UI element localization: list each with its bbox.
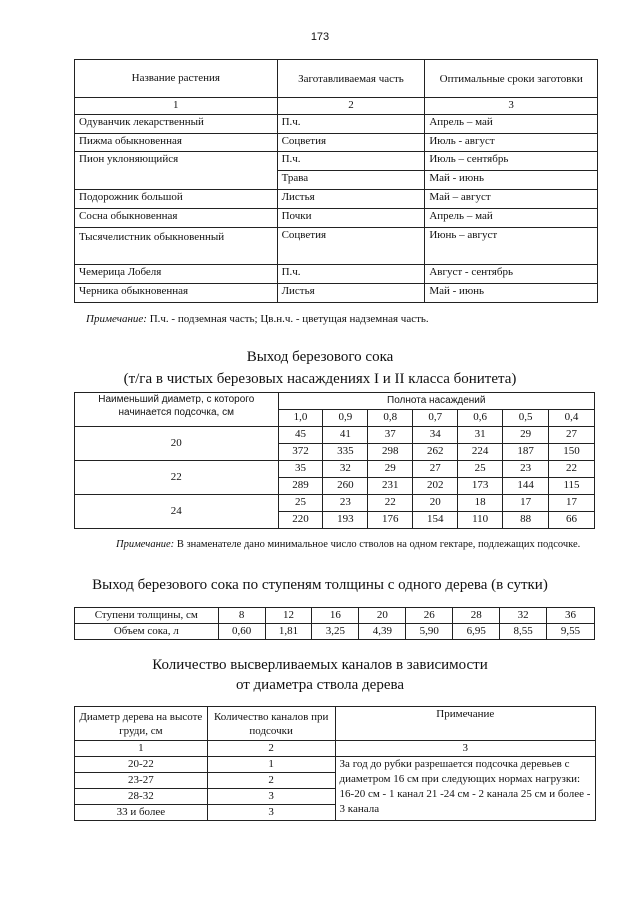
channel-count: 3 (207, 789, 335, 805)
sap-yield: 18 (458, 495, 503, 512)
plant-name: Сосна обыкновенная (75, 209, 278, 228)
tree-count: 154 (413, 512, 458, 529)
plant-name: Одуванчик лекарственный (75, 115, 278, 134)
table-row (75, 461, 595, 478)
plant-part: П.ч. (277, 265, 425, 284)
tree-diameter: 33 и более (75, 805, 208, 821)
tree-diameter: 20-22 (75, 757, 208, 773)
note-text: П.ч. - подземная часть; Цв.н.ч. - цветущая надземная часть. (146, 313, 429, 325)
density-value: 0,5 (503, 410, 549, 427)
volume-value: 5,90 (406, 624, 453, 640)
density-value: 0,4 (549, 410, 595, 427)
section3-title: Выход березового сока по ступеням толщины с одного дерева (в сутки) (92, 577, 548, 593)
plant-term: Апрель – май (425, 115, 598, 134)
plant-part: Соцветия (277, 228, 425, 265)
sap-yield: 29 (503, 427, 549, 444)
thickness-label: Ступени толщины, см (75, 608, 219, 624)
tree-count: 66 (549, 512, 595, 529)
birch-sap-table (74, 392, 595, 529)
table-row (75, 284, 598, 303)
volume-value: 0,60 (218, 624, 265, 640)
note-label: Примечание: (86, 313, 147, 325)
plant-term: Июнь – август (425, 228, 598, 265)
density-value: 0,6 (458, 410, 503, 427)
density-value: 0,9 (323, 410, 368, 427)
plant-term: Апрель – май (425, 209, 598, 228)
thickness-value: 28 (453, 608, 500, 624)
volume-value: 9,55 (547, 624, 595, 640)
thickness-value: 32 (500, 608, 547, 624)
sap-yield: 29 (368, 461, 413, 478)
remark-text: За год до рубки разрешается подсочка деревьев с диаметром 16 см при следующих нормах нагрузки: 16-20 см - 1 канал 21 -24 см - 2 канала 25 см и более - 3 канала (335, 757, 595, 821)
section4-title-line1: Количество высверливаемых каналов в зависимости (152, 657, 488, 673)
tree-count: 187 (503, 444, 549, 461)
sap-yield: 17 (503, 495, 549, 512)
diameter-value: 22 (75, 461, 279, 495)
table-row (75, 495, 595, 512)
tree-count: 110 (458, 512, 503, 529)
plant-term: Май - июнь (425, 284, 598, 303)
sap-yield: 22 (549, 461, 595, 478)
header-min-diameter: Наименьший диаметр, с которого начинается подсочка, см (75, 393, 279, 427)
section4-title-line2: от диаметра ствола дерева (235, 677, 405, 693)
tree-count: 220 (278, 512, 323, 529)
thickness-value: 26 (406, 608, 453, 624)
plants-table (74, 59, 598, 303)
thickness-value: 20 (359, 608, 406, 624)
table-row (75, 190, 598, 209)
channel-count: 1 (207, 757, 335, 773)
col-number: 3 (425, 98, 598, 115)
note-text: В знаменателе дано минимальное число стволов на одном гектаре, подлежащих подсочке. (174, 539, 581, 550)
density-value: 0,7 (413, 410, 458, 427)
volume-value: 8,55 (500, 624, 547, 640)
sap-yield: 45 (278, 427, 323, 444)
volume-label: Объем сока, л (75, 624, 219, 640)
tree-count: 224 (458, 444, 503, 461)
plant-part: Листья (277, 284, 425, 303)
header-remark: Примечание (335, 707, 595, 741)
plant-part: П.ч. (277, 115, 425, 134)
density-value: 0,8 (368, 410, 413, 427)
sap-yield: 41 (323, 427, 368, 444)
plant-name: Черника обыкновенная (75, 284, 278, 303)
table-row (75, 608, 595, 624)
table-row (75, 209, 598, 228)
sap-yield: 37 (368, 427, 413, 444)
sap-yield: 25 (458, 461, 503, 478)
header-density: Полнота насаждений (278, 393, 595, 410)
tree-count: 335 (323, 444, 368, 461)
thickness-value: 36 (547, 608, 595, 624)
tree-count: 144 (503, 478, 549, 495)
col-number: 2 (207, 741, 335, 757)
sap-yield: 23 (503, 461, 549, 478)
plant-term: Июль – сентябрь (425, 152, 598, 171)
table1-note (86, 312, 429, 326)
tree-count: 260 (323, 478, 368, 495)
plant-part: Трава (277, 171, 425, 190)
header-plant-name: Название растения (75, 60, 278, 98)
plant-term: Май - июнь (425, 171, 598, 190)
plant-term: Май – август (425, 190, 598, 209)
volume-value: 4,39 (359, 624, 406, 640)
tree-count: 150 (549, 444, 595, 461)
sap-yield: 27 (549, 427, 595, 444)
section2-subtitle: (т/га в чистых березовых насаждениях I и II класса бонитета) (123, 371, 517, 387)
channel-count: 3 (207, 805, 335, 821)
header-part: Заготавливаемая часть (277, 60, 425, 98)
tree-count: 372 (278, 444, 323, 461)
plant-name: Тысячелистник обыкновенный (75, 228, 278, 265)
plant-name: Пижма обыкновенная (75, 134, 278, 152)
header-channel-count: Количество каналов при подсочки (207, 707, 335, 741)
thickness-value: 8 (218, 608, 265, 624)
sap-per-tree-table (74, 607, 595, 640)
plant-part: Почки (277, 209, 425, 228)
page-number: 173 (310, 31, 330, 43)
col-number: 2 (277, 98, 425, 115)
sap-yield: 17 (549, 495, 595, 512)
channels-table (74, 706, 596, 821)
col-number: 1 (75, 741, 208, 757)
plant-part: Листья (277, 190, 425, 209)
table-row (75, 624, 595, 640)
table-row (75, 228, 598, 265)
table-row (75, 152, 598, 171)
sap-yield: 32 (323, 461, 368, 478)
tree-count: 262 (413, 444, 458, 461)
diameter-value: 24 (75, 495, 279, 529)
table-row (75, 115, 598, 134)
tree-count: 115 (549, 478, 595, 495)
tree-diameter: 28-32 (75, 789, 208, 805)
diameter-value: 20 (75, 427, 279, 461)
header-terms: Оптимальные сроки заготовки (425, 60, 598, 98)
tree-diameter: 23-27 (75, 773, 208, 789)
thickness-value: 12 (265, 608, 312, 624)
tree-count: 289 (278, 478, 323, 495)
volume-value: 6,95 (453, 624, 500, 640)
plant-name: Чемерица Лобеля (75, 265, 278, 284)
density-value: 1,0 (278, 410, 323, 427)
plant-term: Июль - август (425, 134, 598, 152)
volume-value: 3,25 (312, 624, 359, 640)
note-label: Примечание: (116, 539, 175, 550)
plant-name: Пион уклоняющийся (75, 152, 278, 190)
sap-yield: 22 (368, 495, 413, 512)
sap-yield: 23 (323, 495, 368, 512)
tree-count: 193 (323, 512, 368, 529)
channel-count: 2 (207, 773, 335, 789)
tree-count: 298 (368, 444, 413, 461)
sap-yield: 35 (278, 461, 323, 478)
table-row (75, 427, 595, 444)
tree-count: 176 (368, 512, 413, 529)
sap-yield: 34 (413, 427, 458, 444)
table-row (75, 757, 596, 773)
col-number: 3 (335, 741, 595, 757)
plant-part: Соцветия (277, 134, 425, 152)
section2-note (74, 538, 598, 552)
table-row (75, 265, 598, 284)
volume-value: 1,81 (265, 624, 312, 640)
sap-yield: 20 (413, 495, 458, 512)
table-row (75, 134, 598, 152)
sap-yield: 31 (458, 427, 503, 444)
tree-count: 173 (458, 478, 503, 495)
sap-yield: 27 (413, 461, 458, 478)
header-tree-diameter: Диаметр дерева на высоте груди, см (75, 707, 208, 741)
sap-yield: 25 (278, 495, 323, 512)
tree-count: 231 (368, 478, 413, 495)
plant-term: Август - сентябрь (425, 265, 598, 284)
plant-part: П.ч. (277, 152, 425, 171)
plant-name: Подорожник большой (75, 190, 278, 209)
col-number: 1 (75, 98, 278, 115)
tree-count: 88 (503, 512, 549, 529)
tree-count: 202 (413, 478, 458, 495)
section2-title: Выход березового сока (246, 349, 394, 365)
thickness-value: 16 (312, 608, 359, 624)
